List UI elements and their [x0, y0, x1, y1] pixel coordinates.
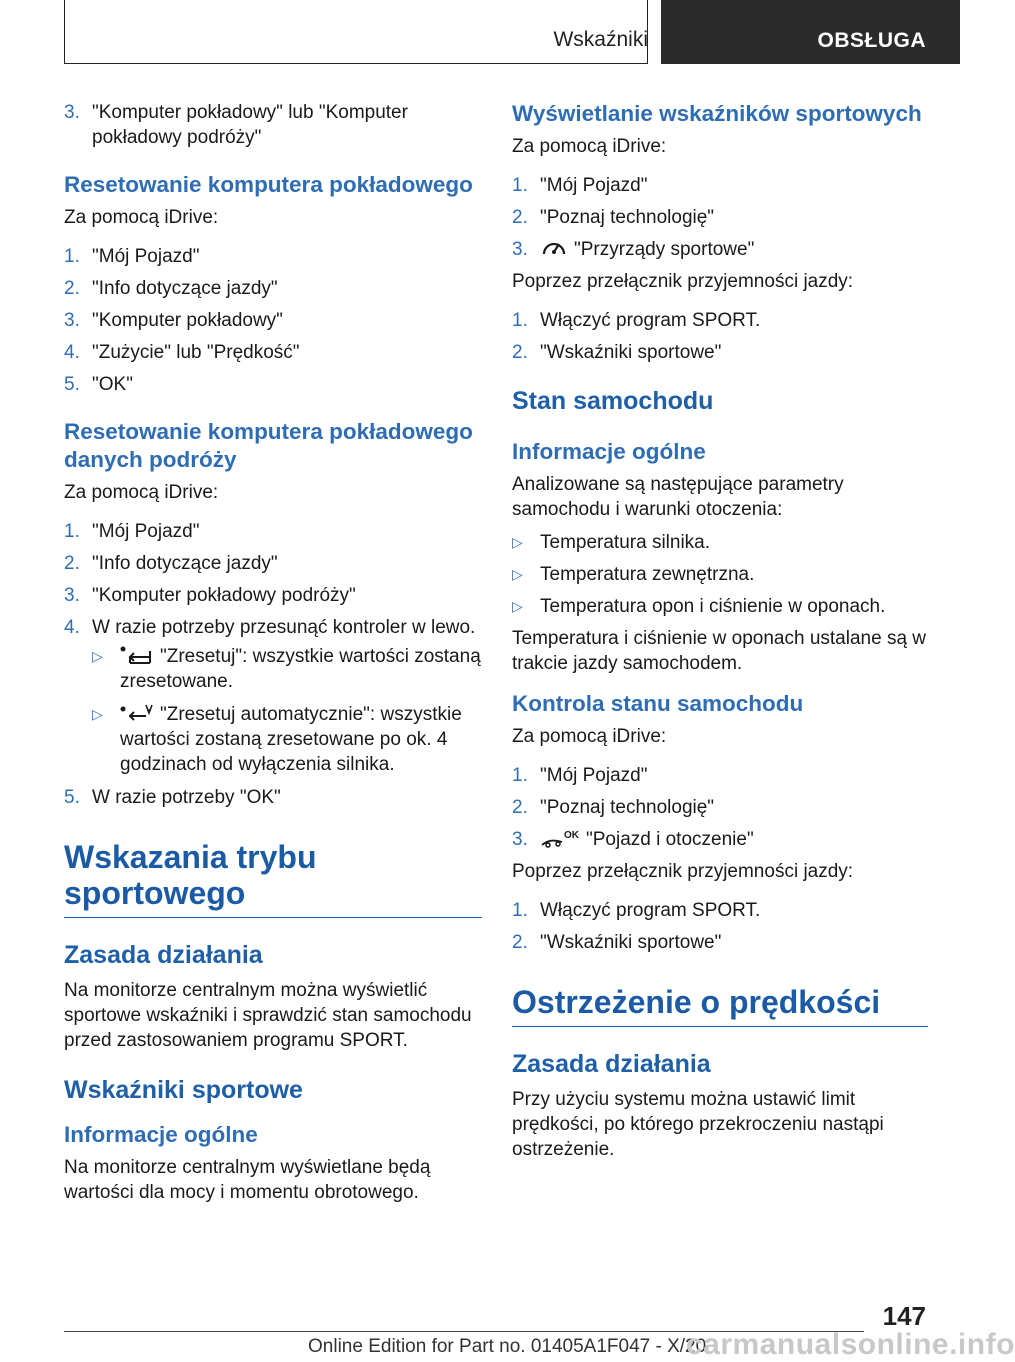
header-section-title: Wskaźniki [553, 28, 648, 51]
list-item: 4. W razie potrzeby przesunąć kontroler w lewo. ▷ "Zresetuj": wszystkie wartości zostaną zresetowane. ▷ "Zresetuj automatycznie": wszystkie wartości zostaną zresetowane po ok. 4 godzinach od wyłączenia silnika. [64, 617, 481, 775]
principle-text: Przy użyciu systemu można ustawić limit prędkości, po którego przekroczeniu nastąpi ostrzeżenie. [512, 1089, 884, 1160]
header-chapter-tab: OBSŁUGA [661, 0, 960, 64]
general-info-text-2: Temperatura i ciśnienie w oponach ustalane są w trakcie jazdy samochodem. [512, 628, 927, 674]
section-title-vehicle-status: Stan samochodu [512, 387, 714, 415]
sub-list-item: ▷ "Zresetuj": wszystkie wartości zostaną zresetowane. [92, 646, 481, 692]
chapter-title-sport-displays: Wskazania trybu sportowego [64, 839, 482, 918]
intro-text: Za pomocą iDrive: [64, 207, 219, 228]
section-title-sport-indicators: Wskaźniki sportowe [64, 1076, 303, 1104]
reset-icon [120, 645, 154, 665]
section-title-reset-computer: Resetowanie komputera pokładowego [64, 172, 473, 197]
list-reset-computer [64, 244, 482, 397]
list-item: 2. "Info dotyczące jazdy" [64, 278, 278, 299]
section-title-show-sport-indicators: Wyświetlanie wskaźników sportowych [512, 101, 922, 126]
bullet-list-parameters [512, 530, 928, 619]
sub-list-item: ▷ "Zresetuj automatycznie": wszystkie wartości zostaną zresetowane po ok. 4 godzinach od wyłączenia silnika. [92, 704, 462, 775]
list-item: 5. "OK" [64, 374, 133, 395]
gauge-icon [540, 238, 568, 258]
list-item: 2. "Wskaźniki sportowe" [512, 342, 722, 363]
list-item: 1. Włączyć program SPORT. [512, 310, 761, 331]
intro-text: Za pomocą iDrive: [512, 726, 667, 747]
watermark: carmanualsonline.info [686, 1328, 1015, 1361]
list-item: 2. "Info dotyczące jazdy" [64, 553, 278, 574]
left-column [64, 100, 482, 1205]
right-column [512, 100, 928, 1162]
list-item: 3. "Przyrządy sportowe" [512, 239, 755, 260]
section-title-general-info: Informacje ogólne [64, 1122, 258, 1147]
list-status-check-switch [512, 898, 928, 955]
list-item: 1. Włączyć program SPORT. [512, 900, 761, 921]
auto-reset-icon [120, 703, 154, 723]
list-show-sport-switch [512, 308, 928, 365]
list-show-sport [512, 173, 928, 262]
list-item: 3. "Komputer pokładowy" lub "Komputer pokładowy podróży" [64, 102, 408, 148]
general-info-text: Analizowane są następujące parametry samochodu i warunki otoczenia: [512, 474, 844, 520]
list-item: 5. W razie potrzeby "OK" [64, 787, 281, 808]
list-status-check [512, 763, 928, 852]
switch-text: Poprzez przełącznik przyjemności jazdy: [512, 861, 854, 882]
sub-list [92, 644, 482, 777]
bullet-item: ▷ Temperatura opon i ciśnienie w oponach. [512, 596, 886, 617]
list-item: 1. "Mój Pojazd" [64, 521, 200, 542]
switch-text: Poprzez przełącznik przyjemności jazdy: [512, 271, 854, 292]
chapter-title-speed-warning: Ostrzeżenie o prędkości [512, 984, 928, 1027]
section-title-reset-trip: Resetowanie komputera pokładowego danych podróży [64, 419, 473, 472]
list-item: 3. OK "Pojazd i otoczenie" [512, 829, 754, 850]
bullet-item: ▷ Temperatura silnika. [512, 532, 711, 553]
list-item: 1. "Mój Pojazd" [512, 175, 648, 196]
general-info-text: Na monitorze centralnym wyświetlane będą wartości dla mocy i momentu obrotowego. [64, 1157, 431, 1203]
section-title-general-info: Informacje ogólne [512, 439, 706, 464]
intro-text: Za pomocą iDrive: [512, 136, 667, 157]
list-reset-trip [64, 519, 482, 810]
section-title-principle: Zasada działania [64, 941, 263, 969]
section-title-principle: Zasada działania [512, 1050, 711, 1078]
page-number: 147 [882, 1301, 926, 1331]
list-trip-computer [64, 100, 482, 150]
list-item: 3. "Komputer pokładowy" [64, 310, 283, 331]
list-item: 2. "Poznaj technologię" [512, 207, 715, 228]
bullet-item: ▷ Temperatura zewnętrzna. [512, 564, 755, 585]
list-item: 4. "Zużycie" lub "Prędkość" [64, 342, 300, 363]
svg-text:OK: OK [564, 830, 579, 841]
list-item: 2. "Wskaźniki sportowe" [512, 932, 722, 953]
list-item: 3. "Komputer pokładowy podróży" [64, 585, 356, 606]
list-item: 1. "Mój Pojazd" [512, 765, 648, 786]
footer-edition: Online Edition for Part no. 01405A1F047 - X/20 [308, 1336, 707, 1357]
vehicle-ok-icon [540, 828, 580, 848]
intro-text: Za pomocą iDrive: [64, 482, 219, 503]
section-title-status-check: Kontrola stanu samochodu [512, 691, 804, 716]
principle-text: Na monitorze centralnym można wyświetlić sportowe wskaźniki i sprawdzić stan samochodu przed zastosowaniem programu SPORT. [64, 980, 472, 1051]
list-item: 2. "Poznaj technologię" [512, 797, 715, 818]
list-item: 1. "Mój Pojazd" [64, 246, 200, 267]
